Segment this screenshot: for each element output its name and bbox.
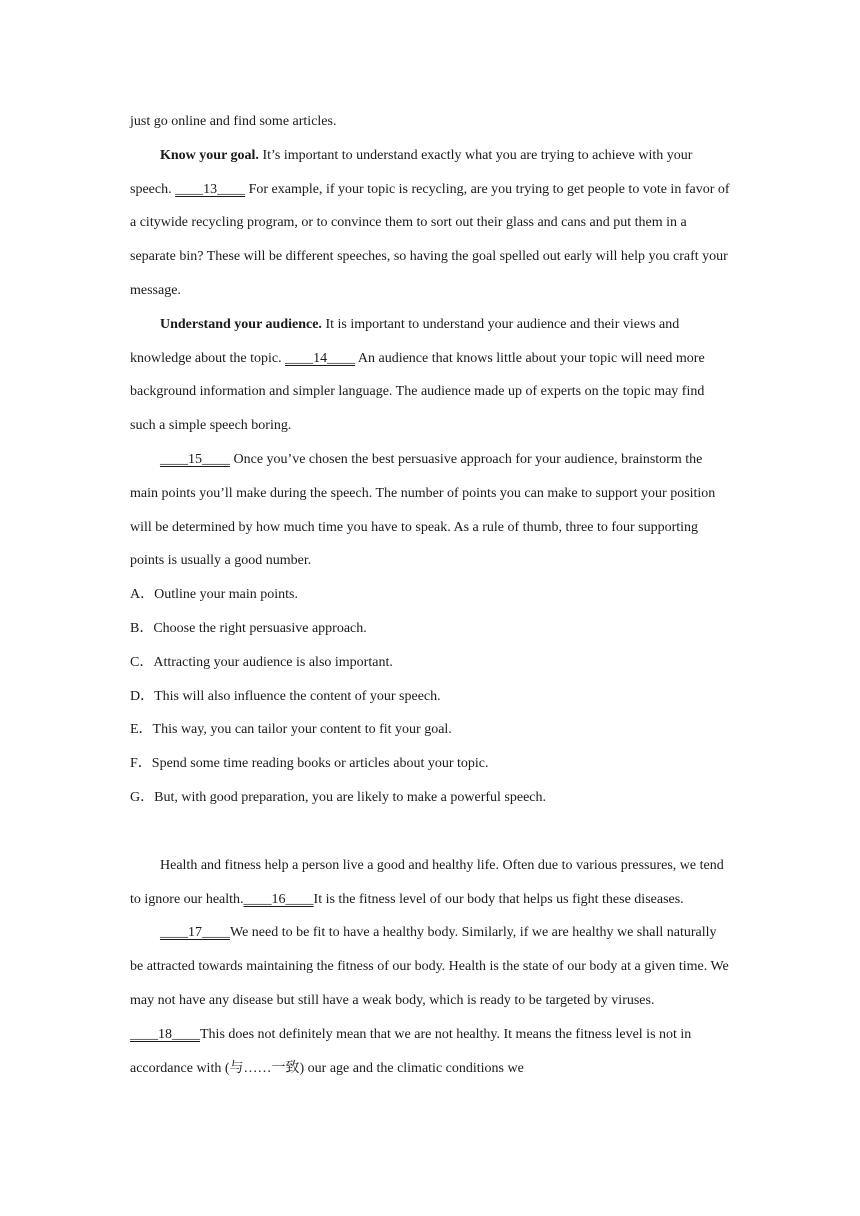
paragraph-text: It is important to understand your audience and their views and knowledge about the topic. <box>130 316 680 366</box>
blank-14: ____14____ <box>285 350 356 366</box>
blank-17: ____17____ <box>160 925 230 941</box>
blank-16: ____16____ <box>243 891 314 907</box>
paragraph-text: We need to be fit to have a healthy body. Similarly, if we are healthy we shall naturally be attracted towards maintaining the fitness of our body. Health is the state of our body at a given time. We may not have any disease but still have a weak body, which is ready to be targeted by viruses. <box>130 925 729 1008</box>
document-page <box>130 105 732 1085</box>
paragraph-text: It is the fitness level of our body that helps us fight these diseases. <box>313 891 684 907</box>
option-f: F．Spend some time reading books or articles about your topic. <box>130 756 489 772</box>
section-gap <box>130 815 732 849</box>
paragraph-fit-body <box>130 916 732 1085</box>
paragraph-know-your-goal <box>130 139 732 308</box>
option-a: A．Outline your main points. <box>130 587 298 603</box>
blank-18: ____18____ <box>130 1026 200 1042</box>
blank-13: ____13____ <box>175 181 246 197</box>
paragraph-text: Once you’ve chosen the best persuasive approach for your audience, brainstorm the main points you’ll make during the speech. The number of points you can make to support your position will be determined by how much time you have to speak. As a rule of thumb, three to four supporting points is usually a good number. <box>130 451 716 569</box>
paragraph-text: Health and fitness help a person live a good and healthy life. Often due to various pressures, we tend to ignore our health. <box>130 857 724 907</box>
option-b: B．Choose the right persuasive approach. <box>130 620 367 636</box>
paragraph-text: It’s important to understand exactly what you are trying to achieve with your speech. <box>130 147 693 197</box>
option-g: G．But, with good preparation, you are likely to make a powerful speech. <box>130 789 546 805</box>
paragraph-text: For example, if your topic is recycling, are you trying to get people to vote in favor of a citywide recycling program, or to convince them to sort out their glass and cans and put them in a separate bin? These will be different speeches, so having the goal spelled out early will help you craft your message. <box>130 181 730 298</box>
option-e: E．This way, you can tailor your content to fit your goal. <box>130 722 452 738</box>
option-d: D．This will also influence the content of your speech. <box>130 688 441 704</box>
heading-understand-audience: Understand your audience. <box>160 316 322 332</box>
paragraph-understand-audience <box>130 308 732 443</box>
heading-know-your-goal: Know your goal. <box>160 147 259 163</box>
paragraph-text: An audience that knows little about your topic will need more background information and simpler language. The audience made up of experts on the topic may find such a simple speech boring. <box>130 350 705 434</box>
blank-15: ____15____ <box>160 451 230 467</box>
paragraph-health-fitness <box>130 849 732 917</box>
paragraph-text: This does not definitely mean that we are not healthy. It means the fitness level is not in accordance with (与……一致) our age and the climatic conditions we <box>130 1026 692 1076</box>
passage1-continuation: just go online and find some articles. <box>130 114 337 129</box>
options-list <box>130 578 732 815</box>
option-c: C．Attracting your audience is also important. <box>130 654 393 670</box>
paragraph-main-points <box>130 443 732 578</box>
